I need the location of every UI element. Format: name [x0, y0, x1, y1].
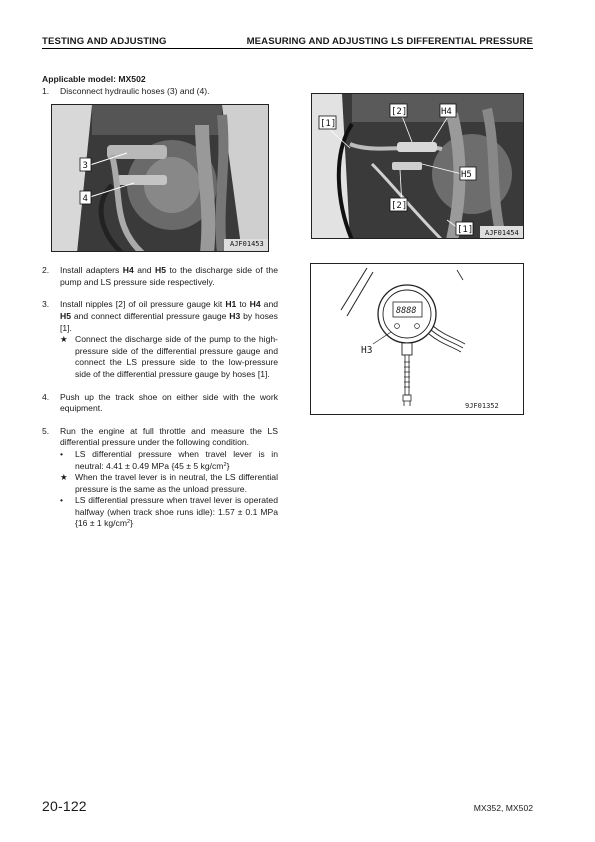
tool-code: H4	[249, 299, 261, 310]
step-text: to	[236, 299, 250, 310]
step-4	[42, 392, 278, 415]
callout-nipple-2b: [2]	[391, 201, 408, 211]
callout-hose-1: [1]	[320, 119, 337, 129]
star-icon: ★	[60, 334, 68, 345]
figure-gauge-drawing	[310, 263, 524, 415]
step-5	[42, 426, 278, 530]
step-number: 5.	[42, 425, 50, 436]
step-1	[42, 86, 278, 98]
tool-code: H5	[60, 310, 71, 321]
step-3	[42, 299, 278, 380]
applicable-model: Applicable model: MX502	[42, 74, 146, 84]
step-number: 1.	[42, 85, 50, 96]
caution-note	[60, 472, 278, 495]
header-rule	[42, 48, 533, 49]
step-text: Push up the track shoe on either side with the work equipment.	[60, 391, 278, 414]
bullet-text: LS differential pressure when travel lever is operated halfway (when track shoe runs idle): 1.57 ± 0.1 MPa {16 ± 1 kg/cm	[75, 495, 278, 529]
step-number: 2.	[42, 265, 50, 276]
figure-1-caption: AJF01453	[230, 240, 264, 248]
tool-code: H4	[122, 265, 134, 276]
bullet-icon: •	[60, 495, 64, 506]
figure-3-caption: 9JF01352	[465, 402, 499, 410]
tool-code: H5	[155, 265, 167, 276]
figure-hoses-photo	[51, 104, 269, 252]
step-2	[42, 265, 278, 288]
callout-3: 3	[82, 161, 88, 171]
bullet-text: }	[130, 518, 134, 529]
spacer	[42, 415, 278, 426]
callout-h5: H5	[461, 170, 472, 180]
step-number: 4.	[42, 391, 50, 402]
figure-connection-photo	[311, 93, 524, 239]
step-text: and connect differential pressure gauge	[71, 310, 230, 321]
figure-2-caption: AJF01454	[485, 229, 519, 237]
step-text: and	[260, 299, 278, 310]
tool-code: H3	[229, 310, 241, 321]
page-number: 20-122	[42, 798, 87, 814]
section-title: TESTING AND ADJUSTING	[42, 36, 167, 47]
note-text: Connect the discharge side of the pump to the high-pressure side of the differential pressure gauge and connect the LS pressure side to the low-pressure side of the differential pressure gauge by hoses [1].	[75, 334, 278, 379]
step-text: Install nipples [2] of oil pressure gauge kit	[60, 299, 226, 310]
photo-illustration	[312, 94, 524, 239]
caution-note	[60, 334, 278, 380]
photo-illustration	[52, 105, 269, 252]
step-text: and	[133, 265, 156, 276]
note-text: When the travel lever is in neutral, the LS differential pressure is the same as the unload pressure.	[75, 472, 278, 494]
spacer	[42, 381, 278, 392]
superscript: 2	[127, 519, 131, 526]
callout-nipple-2: [2]	[391, 107, 408, 117]
applicable-models-footer: MX352, MX502	[473, 803, 533, 813]
step-text: Run the engine at full throttle and measure the LS differential pressure under the following condition.	[60, 425, 278, 448]
star-icon: ★	[60, 472, 68, 483]
tool-code: H1	[225, 299, 237, 310]
callout-4: 4	[82, 194, 88, 204]
gauge-illustration	[311, 264, 523, 414]
step-number: 3.	[42, 299, 50, 310]
spacer	[42, 288, 278, 299]
step-text: Install adapters	[60, 265, 123, 276]
gauge-display: 8888	[396, 306, 417, 316]
callout-h3: H3	[361, 345, 373, 356]
step-text: to the discharge side of the pump and LS pressure side respectively.	[60, 265, 278, 287]
superscript: 2	[223, 461, 227, 468]
step-text: by hoses [1].	[60, 310, 278, 333]
bullet-text: }	[226, 460, 230, 471]
bullet-neutral	[60, 449, 278, 472]
step-text: Disconnect hydraulic hoses (3) and (4).	[60, 85, 210, 96]
bullet-icon: •	[60, 448, 64, 459]
page-topic-title: MEASURING AND ADJUSTING LS DIFFERENTIAL PRESSURE	[246, 36, 533, 47]
callout-hose-1b: [1]	[457, 225, 474, 235]
callout-h4: H4	[441, 107, 452, 117]
bullet-halfway	[60, 495, 278, 530]
bullet-text: LS differential pressure when travel lever is in neutral: 4.41 ± 0.49 MPa {45 ± 5 kg/cm	[75, 448, 278, 471]
